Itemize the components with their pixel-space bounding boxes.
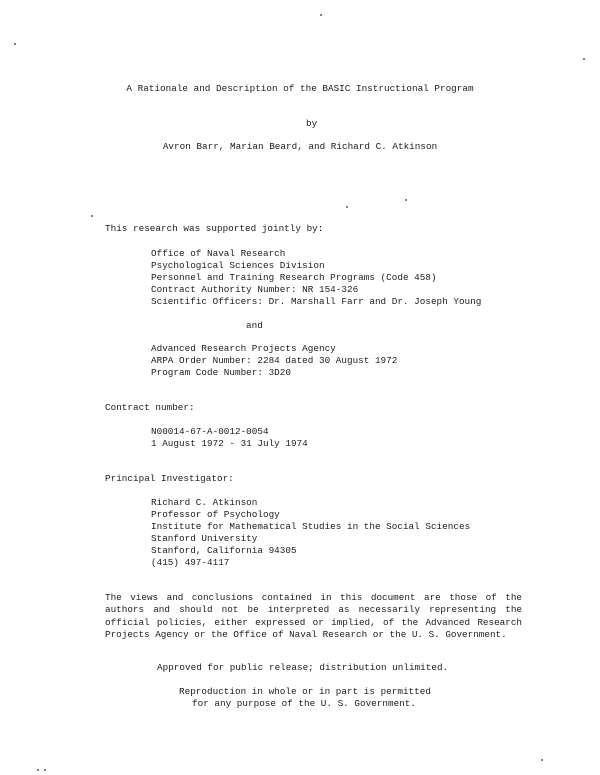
scan-speck	[583, 58, 585, 60]
contract-number: N00014-67-A-0012-0054	[151, 426, 269, 437]
disclaimer-paragraph: The views and conclusions contained in this document are those of the authors and should not be interpreted as necessarily representing the official policies, either expressed or implied, of the Advanced Research Projects Agency or the Office of Naval Research or the U. S. Government.	[105, 592, 522, 641]
reproduction-line: for any purpose of the U. S. Government.	[192, 698, 416, 709]
investigator-line: Richard C. Atkinson	[151, 497, 258, 508]
onr-line: Scientific Officers: Dr. Marshall Farr and Dr. Joseph Young	[151, 296, 482, 307]
investigator-line: Institute for Mathematical Studies in the Social Sciences	[151, 521, 471, 532]
investigator-line: (415) 497-4117	[151, 557, 230, 568]
scan-speck	[541, 759, 543, 761]
arpa-line: Advanced Research Projects Agency	[151, 343, 336, 354]
onr-line: Contract Authority Number: NR 154-326	[151, 284, 359, 295]
support-heading: This research was supported jointly by:	[105, 223, 324, 234]
approval-statement: Approved for public release; distribution unlimited.	[157, 662, 449, 673]
scan-speck	[346, 206, 348, 208]
scan-speck	[320, 14, 322, 16]
investigator-line: Stanford, California 94305	[151, 545, 297, 556]
scan-speck	[37, 769, 39, 771]
scan-speck	[405, 199, 407, 201]
authors: Avron Barr, Marian Beard, and Richard C. Atkinson	[162, 141, 438, 152]
onr-line: Office of Naval Research	[151, 248, 286, 259]
investigator-heading: Principal Investigator:	[105, 473, 234, 484]
contract-period: 1 August 1972 - 31 July 1974	[151, 438, 308, 449]
scan-speck	[91, 215, 93, 217]
reproduction-line: Reproduction in whole or in part is permitted	[179, 686, 431, 697]
arpa-line: Program Code Number: 3D20	[151, 367, 291, 378]
by-line: by	[306, 118, 318, 129]
and-separator: and	[246, 320, 263, 331]
document-title: A Rationale and Description of the BASIC Instructional Program	[126, 83, 474, 94]
onr-line: Psychological Sciences Division	[151, 260, 325, 271]
investigator-line: Stanford University	[151, 533, 258, 544]
scan-speck	[44, 769, 46, 771]
scan-speck	[14, 43, 16, 45]
onr-line: Personnel and Training Research Programs (Code 458)	[151, 272, 437, 283]
contract-heading: Contract number:	[105, 402, 195, 413]
arpa-line: ARPA Order Number: 2284 dated 30 August 1972	[151, 355, 398, 366]
investigator-line: Professor of Psychology	[151, 509, 280, 520]
